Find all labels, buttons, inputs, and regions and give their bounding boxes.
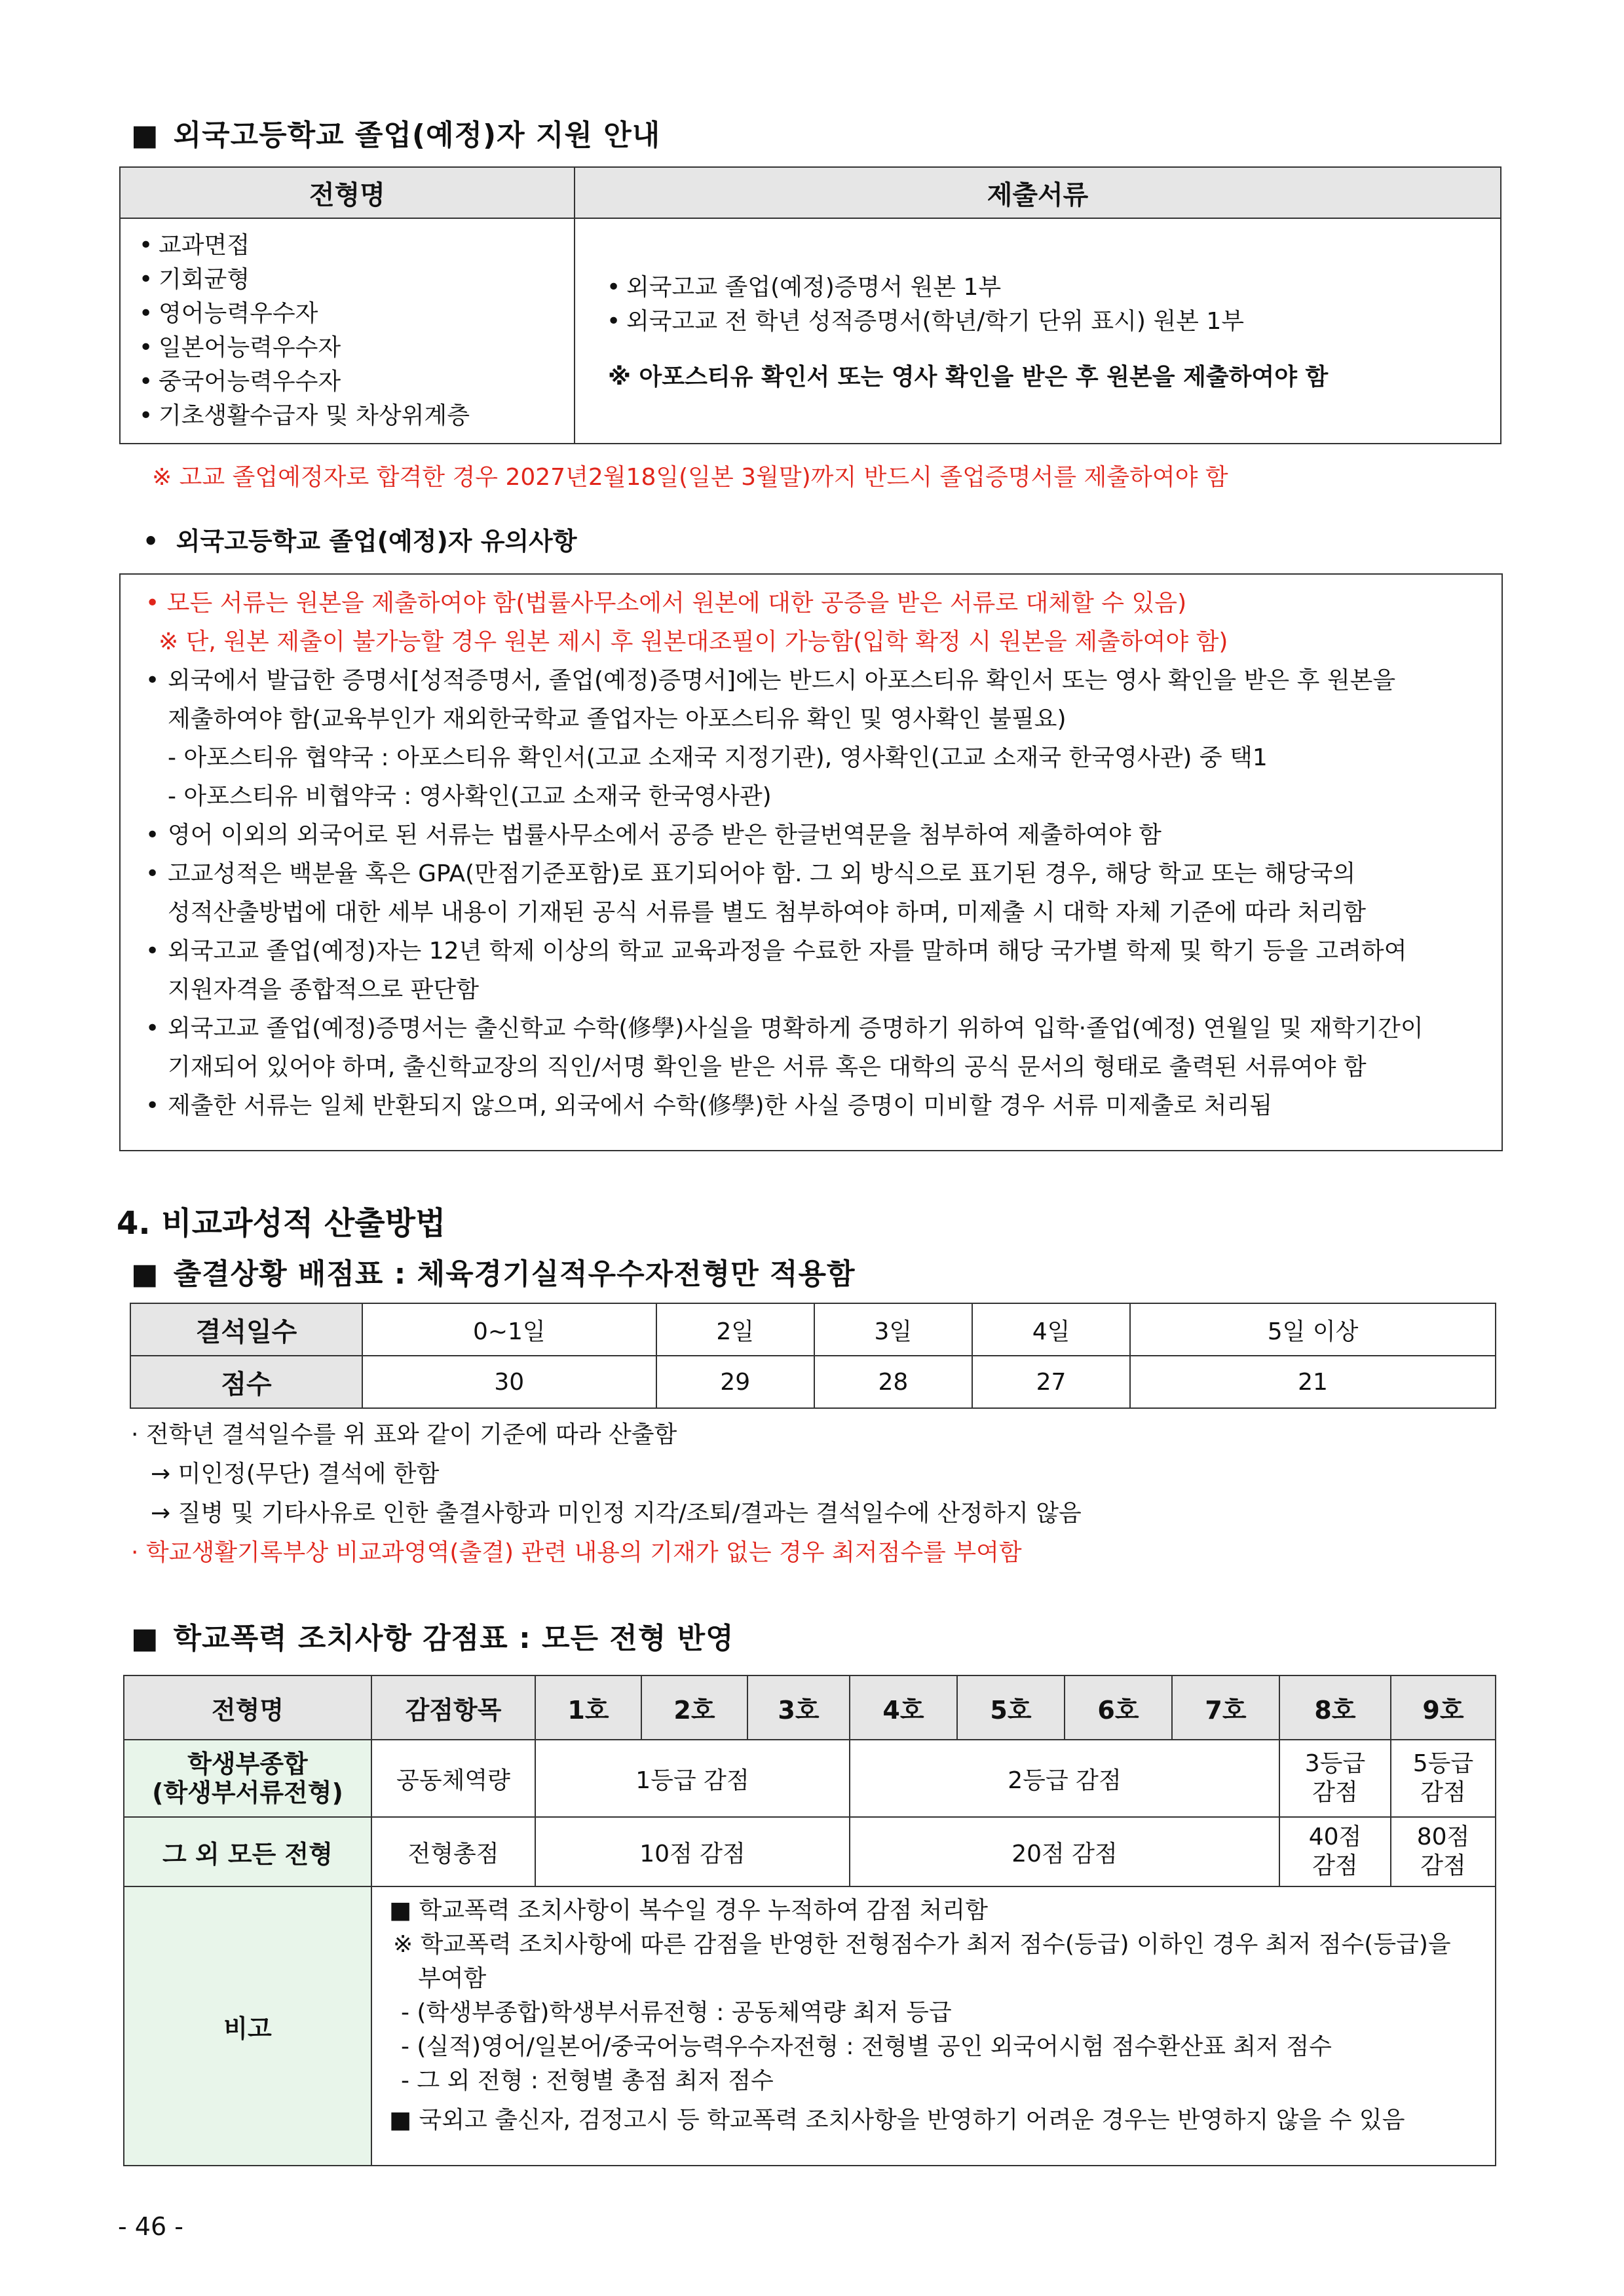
bullet-icon: • xyxy=(145,938,160,965)
bullet-icon: • xyxy=(145,667,160,694)
section-title-foreign-school: ■ 외국고등학교 졸업(예정)자 지원 안내 xyxy=(131,119,661,152)
table-cell: 27 xyxy=(972,1356,1130,1408)
table-cell: 0~1일 xyxy=(362,1303,656,1356)
list-item: • 중국어능력우수자 xyxy=(134,365,561,399)
table-cell: 4일 xyxy=(972,1303,1130,1356)
header-cell: 5호 xyxy=(957,1675,1065,1740)
square-bullet-icon: ■ xyxy=(131,1622,159,1655)
type-list xyxy=(134,229,561,433)
note-line: · 학교생활기록부상 비교과영역(출결) 관련 내용의 기재가 없는 경우 최저점수를 부여함 xyxy=(131,1539,1022,1566)
bullet-icon: • xyxy=(145,1015,160,1042)
table-cell: 30 xyxy=(362,1356,656,1408)
foreign-docs-table xyxy=(119,166,1501,444)
header-cell: 9호 xyxy=(1391,1675,1496,1740)
list-item: • 외국고교 전 학년 성적증명서(학년/학기 단위 표시) 원본 1부 xyxy=(601,305,1474,339)
caution-line: 제출하여야 함(교육부인가 재외한국학교 졸업자는 아포스티유 확인 및 영사확인 불필요) xyxy=(168,706,1067,733)
docs-cell xyxy=(575,218,1501,444)
header-cell: 1호 xyxy=(535,1675,641,1740)
cautions-box xyxy=(119,573,1503,1151)
caution-line: 외국고교 졸업(예정)자는 12년 학제 이상의 학교 교육과정을 수료한 자를 말하며 해당 국가별 학제 및 학기 등을 고려하여 xyxy=(168,938,1407,965)
violence-table xyxy=(123,1675,1496,2166)
caution-line: - 아포스티유 협약국 : 아포스티유 확인서(고교 소재국 지정기관), 영사확인(고교 소재국 한국영사관) 중 택1 xyxy=(168,744,1268,771)
list-item: • 외국고교 졸업(예정)증명서 원본 1부 xyxy=(601,271,1474,305)
list-item: • 기회균형 xyxy=(134,263,561,297)
table-cell: 80점 감점 xyxy=(1391,1817,1496,1886)
type-list-cell xyxy=(120,218,575,444)
caution-line: • 모든 서류는 원본을 제출하여야 함(법률사무소에서 원본에 대한 공증을 받은 서류로 대체할 수 있음) xyxy=(145,590,1187,617)
list-item: • 영어능력우수자 xyxy=(134,297,561,331)
bullet-icon: • xyxy=(145,1092,160,1119)
bullet-icon: • xyxy=(145,860,160,887)
remark-line: 부여함 xyxy=(418,1965,487,1992)
note-line: · 전학년 결석일수를 위 표와 같이 기준에 따라 산출함 xyxy=(131,1421,677,1448)
table-cell: 10점 감점 xyxy=(535,1817,850,1886)
remark-line: - (학생부종합)학생부서류전형 : 공동체역량 최저 등급 xyxy=(401,1999,952,2026)
table-cell: 5일 이상 xyxy=(1130,1303,1496,1356)
caution-line: 외국고교 졸업(예정)증명서는 출신학교 수학(修學)사실을 명확하게 증명하기 위하여 입학·졸업(예정) 연월일 및 재학기간이 xyxy=(168,1015,1424,1042)
bullet-icon: • xyxy=(143,527,159,556)
table-cell: 2일 xyxy=(656,1303,814,1356)
list-item: • 일본어능력우수자 xyxy=(134,331,561,365)
table-cell: 5등급 감점 xyxy=(1391,1740,1496,1817)
absence-days-header: 결석일수 xyxy=(130,1303,362,1356)
table-cell: 21 xyxy=(1130,1356,1496,1408)
attendance-notes xyxy=(131,1415,1082,1573)
header-cell: 7호 xyxy=(1172,1675,1279,1740)
table-cell: 40점 감점 xyxy=(1279,1817,1391,1886)
caution-line: 외국에서 발급한 증명서[성적증명서, 졸업(예정)증명서]에는 반드시 아포스티유 확인서 또는 영사 확인을 받은 후 원본을 xyxy=(168,667,1396,694)
score-header: 점수 xyxy=(130,1356,362,1408)
caution-line: 고교성적은 백분율 혹은 GPA(만점기준포함)로 표기되어야 함. 그 외 방식으로 표기된 경우, 해당 학교 또는 해당국의 xyxy=(168,860,1356,887)
header-cell: 6호 xyxy=(1065,1675,1172,1740)
graduation-note: ※ 고교 졸업예정자로 합격한 경우 2027년2월18일(일본 3월말)까지 반드시 졸업증명서를 제출하여야 함 xyxy=(152,464,1228,491)
caution-line: 성적산출방법에 대한 세부 내용이 기재된 공식 서류를 별도 첨부하여야 하며, 미제출 시 대학 자체 기준에 따라 처리함 xyxy=(168,899,1367,926)
remarks-cell xyxy=(371,1886,1496,2166)
table-cell: 28 xyxy=(814,1356,972,1408)
header-cell: 감점항목 xyxy=(371,1675,535,1740)
remark-line: ※ 학교폭력 조치사항에 따른 감점을 반영한 전형점수가 최저 점수(등급) 이하인 경우 최저 점수(등급)을 xyxy=(393,1931,1451,1958)
type-cell-other: 그 외 모든 전형 xyxy=(124,1817,371,1886)
remark-line: - (실적)영어/일본어/중국어능력우수자전형 : 전형별 공인 외국어시험 점수환산표 최저 점수 xyxy=(401,2033,1332,2060)
remark-line: ■ 학교폭력 조치사항이 복수일 경우 누적하여 감점 처리함 xyxy=(389,1897,988,1924)
header-cell: 4호 xyxy=(850,1675,957,1740)
caution-line: - 아포스티유 비협약국 : 영사확인(고교 소재국 한국영사관) xyxy=(168,783,772,810)
caution-line: 영어 이외의 외국어로 된 서류는 법률사무소에서 공증 받은 한글번역문을 첨부하여 제출하여야 함 xyxy=(168,822,1161,849)
table-cell: 전형총점 xyxy=(371,1817,535,1886)
table-cell: 2등급 감점 xyxy=(850,1740,1279,1817)
caution-line: 기재되어 있어야 하며, 출신학교장의 직인/서명 확인을 받은 서류 혹은 대학의 공식 문서의 형태로 출력된 서류여야 함 xyxy=(168,1054,1367,1081)
violence-title: ■ 학교폭력 조치사항 감점표 : 모든 전형 반영 xyxy=(131,1622,734,1655)
header-cell: 전형명 xyxy=(124,1675,371,1740)
page-number: - 46 - xyxy=(118,2212,183,2241)
caution-line: 지원자격을 종합적으로 판단함 xyxy=(168,976,479,1003)
header-docs: 제출서류 xyxy=(575,167,1501,218)
table-cell: 공동체역량 xyxy=(371,1740,535,1817)
remark-line: ■ 국외고 출신자, 검정고시 등 학교폭력 조치사항을 반영하기 어려운 경우는 반영하지 않을 수 있음 xyxy=(389,2107,1405,2133)
header-cell: 3호 xyxy=(747,1675,850,1740)
bullet-icon: • xyxy=(145,822,160,849)
table-cell: 1등급 감점 xyxy=(535,1740,850,1817)
table-cell: 3등급 감점 xyxy=(1279,1740,1391,1817)
section4-title: 4. 비교과성적 산출방법 xyxy=(117,1205,446,1242)
attendance-title: ■ 출결상황 배점표 : 체육경기실적우수자전형만 적용함 xyxy=(131,1257,856,1291)
list-item: • 교과면접 xyxy=(134,229,561,263)
attendance-table xyxy=(130,1303,1496,1409)
table-cell: 29 xyxy=(656,1356,814,1408)
square-bullet-icon: ■ xyxy=(131,119,159,152)
caution-line: ※ 단, 원본 제출이 불가능할 경우 원본 제시 후 원본대조필이 가능함(입학 확정 시 원본을 제출하여야 함) xyxy=(159,628,1228,655)
caution-line: 제출한 서류는 일체 반환되지 않으며, 외국에서 수학(修學)한 사실 증명이 미비할 경우 서류 미제출로 처리됨 xyxy=(168,1092,1273,1119)
type-cell-comprehensive: 학생부종합 (학생부서류전형) xyxy=(124,1740,371,1817)
table-cell: 20점 감점 xyxy=(850,1817,1279,1886)
header-cell: 8호 xyxy=(1279,1675,1391,1740)
list-item: • 기초생활수급자 및 차상위계층 xyxy=(134,399,561,433)
docs-note: ※ 아포스티유 확인서 또는 영사 확인을 받은 후 원본을 제출하여야 함 xyxy=(608,363,1329,391)
cautions-title: • 외국고등학교 졸업(예정)자 유의사항 xyxy=(143,527,577,556)
docs-list xyxy=(601,271,1474,339)
note-line: → 질병 및 기타사유로 인한 출결사항과 미인정 지각/조퇴/결과는 결석일수에 산정하지 않음 xyxy=(151,1500,1082,1527)
header-type: 전형명 xyxy=(120,167,575,218)
remark-line: - 그 외 전형 : 전형별 총점 최저 점수 xyxy=(401,2067,774,2094)
square-bullet-icon: ■ xyxy=(131,1257,159,1291)
remarks-label: 비고 xyxy=(124,1886,371,2166)
note-line: → 미인정(무단) 결석에 한함 xyxy=(151,1461,440,1487)
table-cell: 3일 xyxy=(814,1303,972,1356)
header-cell: 2호 xyxy=(641,1675,747,1740)
